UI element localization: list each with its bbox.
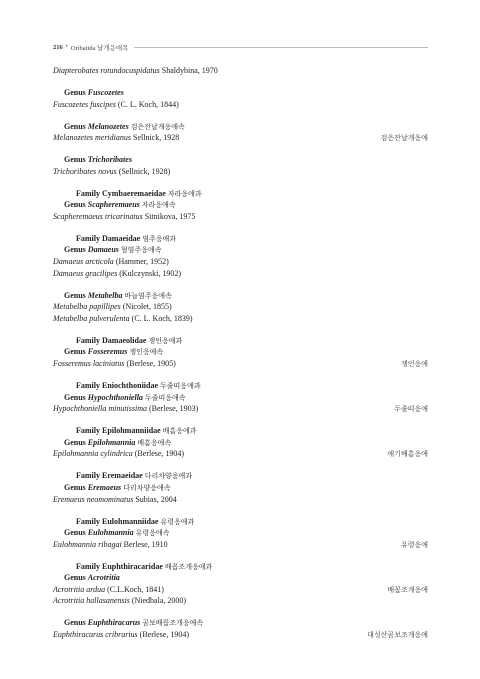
species-name: Metabelba papillipes [53, 302, 121, 312]
species-korean-name: 두줄띠응애 [394, 405, 428, 414]
family-prefix: Family [76, 381, 102, 390]
header-separator: • [65, 44, 68, 50]
species-author: (Berlese, 1904) [134, 449, 185, 459]
genus-name: Trichoribates [87, 155, 132, 165]
genus-prefix: Genus [64, 245, 88, 255]
species-entry [53, 257, 428, 269]
genus-name: Scapheremaeus [87, 200, 140, 210]
family-entry [53, 517, 428, 529]
family-korean-name: 두줄띠응애과 [160, 382, 201, 390]
genus-prefix: Genus [64, 347, 88, 357]
genus-prefix: Genus [64, 528, 88, 538]
entry-spacer [53, 224, 428, 234]
species-author: (Berlese, 1905) [126, 359, 176, 369]
family-korean-name: 배흠응애과 [162, 427, 197, 436]
genus-entry [53, 528, 428, 540]
species-korean-name: 대성산곰보조개응애 [367, 631, 428, 640]
species-entry [53, 269, 428, 281]
entry-spacer [53, 506, 428, 516]
species-name: Acrotritia hallasanensis [53, 596, 130, 606]
genus-name: Acrotritia [87, 573, 120, 583]
genus-korean-name: 쟁인응애속 [129, 348, 164, 357]
genus-entry [53, 88, 428, 100]
genus-entry [53, 573, 428, 585]
entry-spacer [53, 551, 428, 561]
family-prefix: Family [76, 188, 102, 198]
entry-spacer [53, 145, 428, 155]
genus-name: Metabelba [87, 290, 123, 300]
genus-prefix: Genus [64, 290, 88, 300]
entry-spacer [53, 608, 428, 618]
genus-name: Damaeus [87, 245, 119, 255]
genus-entry [53, 618, 428, 630]
species-author: Sellnick, 1928 [133, 133, 180, 143]
genus-prefix: Genus [64, 392, 88, 402]
genus-korean-name: 혈염주응애속 [120, 246, 162, 255]
species-name: Damaeus gracilipes [53, 268, 118, 278]
species-author: (Berlese, 1903) [149, 404, 199, 414]
header-rule [134, 47, 428, 48]
family-prefix: Family [76, 426, 102, 436]
genus-prefix: Genus [64, 437, 88, 447]
species-name: Damaeus arcticola [53, 257, 114, 267]
family-name: Eniochthoniidae [102, 381, 159, 390]
species-entry [53, 167, 428, 179]
species-entry [53, 133, 428, 145]
species-name: Trichoribates novus [53, 166, 117, 176]
genus-korean-name: 검은잔날개응애속 [130, 122, 185, 131]
family-entry [53, 234, 428, 246]
genus-korean-name: 두줄띠응애속 [144, 393, 186, 402]
genus-name: Fuscozetes [87, 87, 124, 97]
family-korean-name: 염주응애과 [142, 234, 177, 243]
family-prefix: Family [76, 561, 102, 571]
family-prefix: Family [76, 516, 102, 526]
family-name: Epilohmanniidae [102, 426, 161, 436]
family-prefix: Family [76, 335, 102, 345]
family-name: Eremaeidae [102, 471, 143, 481]
species-author: Subias, 2004 [135, 494, 177, 504]
genus-prefix: Genus [64, 155, 88, 165]
species-name: Metabelba pulverulenta [53, 313, 130, 323]
genus-prefix: Genus [64, 87, 88, 97]
family-korean-name: 배꼽조개응애과 [164, 562, 213, 571]
species-entry [53, 359, 428, 371]
species-entry [53, 630, 428, 642]
species-name: Eremaeus neomominatus [53, 494, 134, 504]
species-korean-name: 유령응애 [400, 540, 428, 549]
species-name: Melanozetes meridianus [53, 133, 131, 143]
species-entry [53, 66, 428, 78]
species-name: Hypochthoniella minutissima [53, 404, 147, 414]
entry-spacer [53, 416, 428, 426]
species-entry [53, 212, 428, 224]
family-name: Damaeolidae [102, 335, 147, 345]
genus-entry [53, 291, 428, 303]
species-author: (Niedbala, 2000) [131, 596, 187, 606]
species-korean-name: 배꼽조개응애 [387, 585, 428, 594]
genus-prefix: Genus [64, 618, 88, 628]
header-title: Oribatida 날개응애목 [70, 44, 129, 52]
species-name: Fuscozetes fuscipes [53, 99, 116, 109]
species-author: (C. L. Koch, 1839) [131, 313, 193, 323]
genus-name: Hypochthoniella [87, 392, 143, 402]
family-entry [53, 381, 428, 393]
family-korean-name: 다리차양응애과 [144, 472, 193, 481]
family-name: Euphthiracaridae [102, 561, 163, 571]
species-korean-name: 애기배흠응애 [387, 450, 428, 459]
genus-korean-name: 다리차양응애속 [123, 483, 171, 492]
genus-korean-name: 바늘염주응애속 [124, 291, 172, 300]
family-name: Eulohmanniidae [102, 516, 159, 526]
genus-entry [53, 483, 428, 495]
genus-name: Eulohmannia [87, 528, 134, 538]
genus-prefix: Genus [64, 121, 88, 131]
entry-spacer [53, 371, 428, 381]
species-korean-name: 쟁인응애 [400, 360, 428, 369]
entry-spacer [53, 461, 428, 471]
genus-name: Euphthiracarus [87, 618, 141, 628]
genus-name: Epilohmannia [87, 437, 136, 447]
genus-prefix: Genus [64, 482, 88, 492]
species-name: Epilohmannia cylindrica [53, 449, 133, 459]
species-name: Fosseremus laciniatus [53, 359, 125, 369]
family-name: Cymbaeremaeidae [102, 188, 166, 198]
species-author: (C.L.Koch, 1841) [107, 584, 164, 594]
family-entry [53, 336, 428, 348]
genus-korean-name: 자라응애속 [141, 201, 176, 210]
family-entry [53, 189, 428, 201]
family-entry [53, 426, 428, 438]
taxon-list [53, 66, 428, 642]
genus-name: Eremaeus [87, 482, 122, 492]
family-korean-name: 자라응애과 [167, 189, 202, 198]
entry-spacer [53, 178, 428, 188]
genus-name: Fosseremus [87, 347, 128, 357]
species-entry [53, 449, 428, 461]
page-number: 216 [53, 43, 63, 51]
genus-entry [53, 347, 428, 359]
genus-prefix: Genus [64, 200, 88, 210]
species-entry [53, 302, 428, 314]
species-entry [53, 585, 428, 597]
genus-korean-name: 배흠응애속 [137, 438, 172, 447]
genus-entry [53, 393, 428, 405]
family-entry [53, 471, 428, 483]
species-author: (Kulczynski, 1902) [119, 268, 181, 278]
family-name: Damaeidae [102, 233, 141, 243]
species-author: (Sellnick, 1928) [118, 166, 171, 176]
species-author: (C. L. Koch, 1844) [117, 99, 179, 109]
species-name: Diapterobates rotundocuspidatus [53, 66, 160, 75]
family-korean-name: 유령응애과 [160, 517, 195, 526]
species-entry [53, 540, 428, 552]
species-author: Berlese, 1910 [123, 539, 168, 549]
species-name: Acrotritia ardua [53, 584, 106, 594]
species-author: (Hammer, 1952) [115, 257, 169, 267]
species-name: Euphthiracarus cribrarius [53, 630, 138, 640]
family-entry [53, 562, 428, 574]
genus-entry [53, 200, 428, 212]
species-entry [53, 596, 428, 608]
family-korean-name: 쟁인응애과 [148, 336, 183, 345]
species-name: Eulohmannia ribagai [53, 539, 122, 549]
entry-spacer [53, 325, 428, 335]
entry-spacer [53, 78, 428, 88]
genus-entry [53, 122, 428, 134]
species-korean-name: 검은잔날개응애 [380, 134, 428, 143]
species-author: Sitnikova, 1975 [144, 211, 196, 221]
species-name: Scapheremaeus tricarinatus [53, 211, 143, 221]
genus-entry [53, 155, 428, 167]
species-entry [53, 100, 428, 112]
entry-spacer [53, 111, 428, 121]
species-author: Shaldybina, 1970 [161, 66, 218, 75]
genus-prefix: Genus [64, 573, 88, 583]
species-entry [53, 495, 428, 507]
genus-korean-name: 유령응애속 [135, 529, 170, 538]
genus-name: Melanozetes [87, 121, 129, 131]
genus-entry [53, 438, 428, 450]
family-prefix: Family [76, 471, 102, 481]
genus-korean-name: 곰보배꼽조개응애속 [142, 619, 204, 628]
running-header [53, 41, 428, 53]
genus-entry [53, 245, 428, 257]
family-prefix: Family [76, 233, 102, 243]
species-author: (Berlese, 1904) [139, 630, 189, 640]
species-author: (Nicolet, 1855) [122, 302, 172, 312]
entry-spacer [53, 280, 428, 290]
species-entry [53, 404, 428, 416]
species-entry [53, 314, 428, 326]
